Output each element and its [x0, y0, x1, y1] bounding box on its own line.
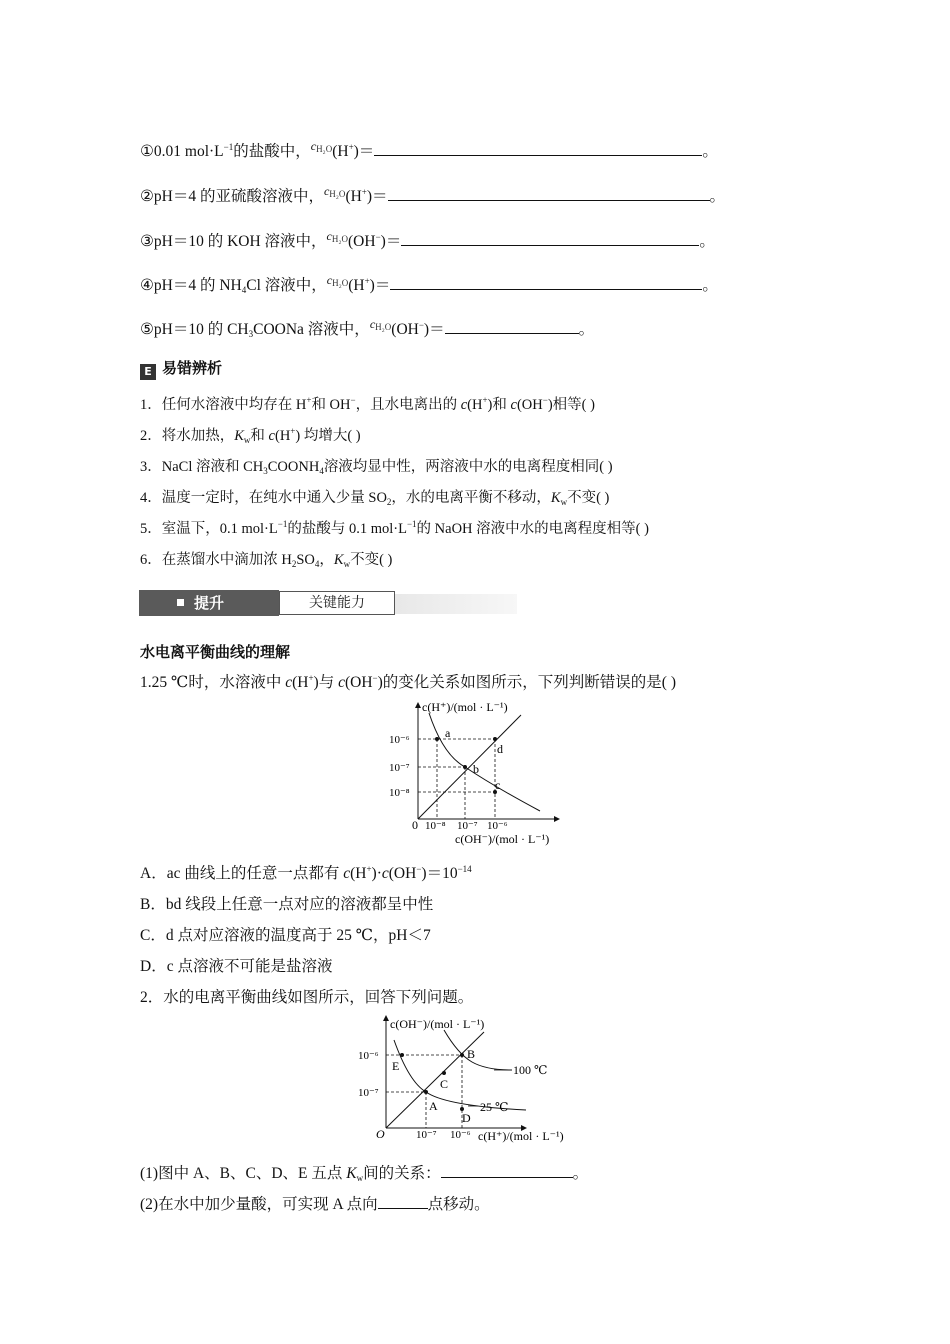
- section-title: 易错辨析: [162, 359, 223, 377]
- answer-blank-q2-1[interactable]: [441, 1163, 573, 1178]
- q1-stem: 1.25 ℃时，水溶液中 c(H+)与 c(OH−)的变化关系如图所示，下列判断错误的是( ): [140, 673, 676, 691]
- judge-item-1: 1．任何水溶液中均存在 H+和 OH−，且水电离出的 c(H+)和 c(OH−)相等( ): [140, 395, 595, 413]
- q2-ytick-2: 10⁻⁷: [358, 1087, 379, 1099]
- q1-origin: 0: [412, 818, 418, 832]
- q1-xtick-2: 10⁻⁷: [457, 820, 478, 832]
- q2-label-25c: 25 ℃: [480, 1100, 509, 1114]
- judge-item-3: 3．NaCl 溶液和 $CH_3COONH_4$溶液均显中性，两溶液中水的电离程度相同( ): [140, 459, 613, 476]
- question-5: ⑤pH＝10 的 $CH_3COONa$ 溶液中，$^{cH_2O}$(OH−)＝ 。: [140, 317, 595, 339]
- q1-point-d: [493, 737, 497, 741]
- q2-label-B: B: [467, 1047, 476, 1061]
- judge-item-6: 6．在蒸馏水中滴加浓 $H_2SO_4$，$K_w$不变( ): [140, 552, 393, 569]
- q2-label-A: A: [429, 1099, 438, 1113]
- e-section-icon: E: [140, 364, 156, 380]
- section-banner: [139, 588, 517, 618]
- q1-label-d: d: [497, 742, 503, 756]
- q2-label-100c: 100 ℃: [513, 1063, 548, 1077]
- answer-blank-3[interactable]: [401, 231, 699, 246]
- q1-label-c: c: [495, 778, 501, 792]
- q2-xtick-1: 10⁻⁷: [416, 1129, 437, 1141]
- q1-option-a[interactable]: A．ac 曲线上的任意一点都有 $c(H^+)\cdot c(OH^-)=10^{-14}$: [140, 864, 472, 882]
- q2-sub-1: (1)图中 A、B、C、D、E 五点 $K_w$间的关系： 。: [140, 1165, 589, 1183]
- square-icon: [177, 599, 184, 606]
- q2-point-A: [424, 1090, 428, 1094]
- question-1: ①0.01 $mol\cdot L^{-1}$的盐酸中，$^{cH_2O}$(H+)＝ 。: [140, 139, 718, 160]
- answer-blank-5[interactable]: [445, 319, 579, 334]
- judge-item-2: 2．将水加热，$K_w$和 c(H+) 均增大( ): [140, 426, 361, 445]
- q2-point-B: [460, 1053, 464, 1057]
- q1-xtick-3: 10⁻⁶: [487, 820, 508, 832]
- q2-sub-2: (2)在水中加少量酸，可实现 A 点向 点移动。: [140, 1196, 490, 1213]
- q2-ytick-1: 10⁻⁶: [358, 1050, 379, 1062]
- q1-ytick-3: 10⁻⁸: [389, 787, 410, 799]
- q1-xtick-1: 10⁻⁸: [425, 820, 446, 832]
- q2-xlabel: c(H⁺)/(mol · L⁻¹): [478, 1129, 564, 1143]
- topic-title: 水电离平衡曲线的理解: [140, 643, 291, 661]
- question-2: ②pH＝4 的亚硫酸溶液中，$^{cH_2O}$(H+)＝ 。: [140, 184, 726, 205]
- q2-label-D: D: [462, 1111, 471, 1125]
- q1-xlabel: c(OH⁻)/(mol · L⁻¹): [455, 832, 550, 846]
- q2-curve-100c: [444, 1030, 512, 1070]
- q2-label-C: C: [440, 1077, 449, 1091]
- judge-item-5: 5．室温下，0.1 $mol\cdot L^{-1}$的盐酸与 0.1 $mol\cdot L^{-1}$的 NaOH 溶液中水的电离程度相等( ): [140, 519, 649, 537]
- q2-ylabel: c(OH⁻)/(mol · L⁻¹): [390, 1017, 485, 1031]
- q2-label-E: E: [392, 1059, 400, 1073]
- answer-blank-q2-2[interactable]: [378, 1194, 428, 1209]
- question-4: ④pH＝4 的 $NH_4Cl$ 溶液中，$^{cH_2O}$(H+)＝ 。: [140, 273, 718, 295]
- judge-item-4: 4．温度一定时，在纯水中通入少量 $SO_2$，水的电离平衡不移动，$K_w$不变( ): [140, 490, 610, 507]
- answer-blank-2[interactable]: [388, 186, 710, 201]
- banner-left: 提升: [139, 590, 279, 616]
- banner-right: 关键能力: [279, 591, 395, 615]
- q1-ytick-2: 10⁻⁷: [389, 762, 410, 774]
- q1-ytick-1: 10⁻⁶: [389, 734, 410, 746]
- q2-point-C: [442, 1071, 446, 1075]
- q1-label-a: a: [445, 726, 451, 740]
- answer-blank-1[interactable]: [374, 141, 702, 156]
- q2-stem: 2．水的电离平衡曲线如图所示，回答下列问题。: [140, 989, 474, 1006]
- q1-point-a: [435, 737, 439, 741]
- q1-chart: [385, 695, 575, 850]
- section-header-error-analysis: [140, 357, 222, 380]
- q1-option-b[interactable]: B．bd 线段上任意一点对应的溶液都呈中性: [140, 896, 434, 913]
- q2-chart: [354, 1010, 604, 1150]
- q1-option-d[interactable]: D．c 点溶液不可能是盐溶液: [140, 958, 333, 975]
- q1-ylabel: c(H⁺)/(mol · L⁻¹): [422, 700, 508, 714]
- answer-blank-4[interactable]: [390, 275, 702, 290]
- q2-origin: O: [376, 1127, 385, 1141]
- q1-option-c[interactable]: C．d 点对应溶液的温度高于 25 ℃，pH＜7: [140, 927, 431, 944]
- q2-xtick-2: 10⁻⁶: [450, 1129, 471, 1141]
- q2-point-E: [400, 1053, 404, 1057]
- q1-point-b: [463, 765, 467, 769]
- question-3: ③pH＝10 的 KOH 溶液中，$^{cH_2O}$(OH−)＝ 。: [140, 229, 715, 250]
- q1-label-b: b: [473, 762, 479, 776]
